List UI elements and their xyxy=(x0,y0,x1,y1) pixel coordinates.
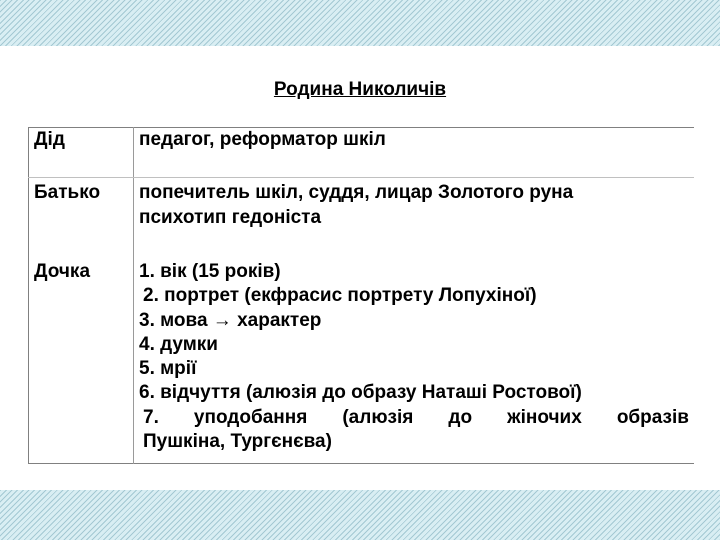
list-item-word: 7. xyxy=(143,406,159,428)
list-item: 6. відчуття (алюзія до образу Наташі Ростової) xyxy=(139,382,582,404)
row-label-grandfather: Дід xyxy=(34,129,65,150)
list-item: 5. мрії xyxy=(139,358,197,380)
decorative-bottom-band xyxy=(0,490,720,540)
list-item-word: (алюзія xyxy=(342,406,414,428)
list-item-word: уподобання xyxy=(193,406,308,428)
slide-title: Родина Николичів xyxy=(273,79,447,100)
list-item-word: до xyxy=(448,406,473,428)
list-item: Пушкіна, Тургєнєва) xyxy=(143,431,332,453)
list-item: 3. мова → характер xyxy=(139,309,322,331)
father-description-line-1: попечитель шкіл, суддя, лицар Золотого руна xyxy=(139,182,574,203)
list-item-word: образів xyxy=(616,406,689,428)
table-row-divider xyxy=(28,177,694,178)
list-item: 1. вік (15 років) xyxy=(139,261,281,282)
father-description-line-2: психотип гедоніста xyxy=(139,207,322,228)
daughter-characteristics-list xyxy=(139,260,689,454)
grandfather-description: педагог, реформатор шкіл xyxy=(139,129,386,150)
list-item: 4. думки xyxy=(139,333,218,355)
list-item-word: жіночих xyxy=(507,406,582,428)
row-label-daughter: Дочка xyxy=(34,261,91,282)
row-label-father: Батько xyxy=(34,182,101,203)
list-item-justified xyxy=(139,406,689,430)
decorative-top-band xyxy=(0,0,720,46)
list-item: 2. портрет (екфрасис портрету Лопухіної) xyxy=(143,285,537,307)
